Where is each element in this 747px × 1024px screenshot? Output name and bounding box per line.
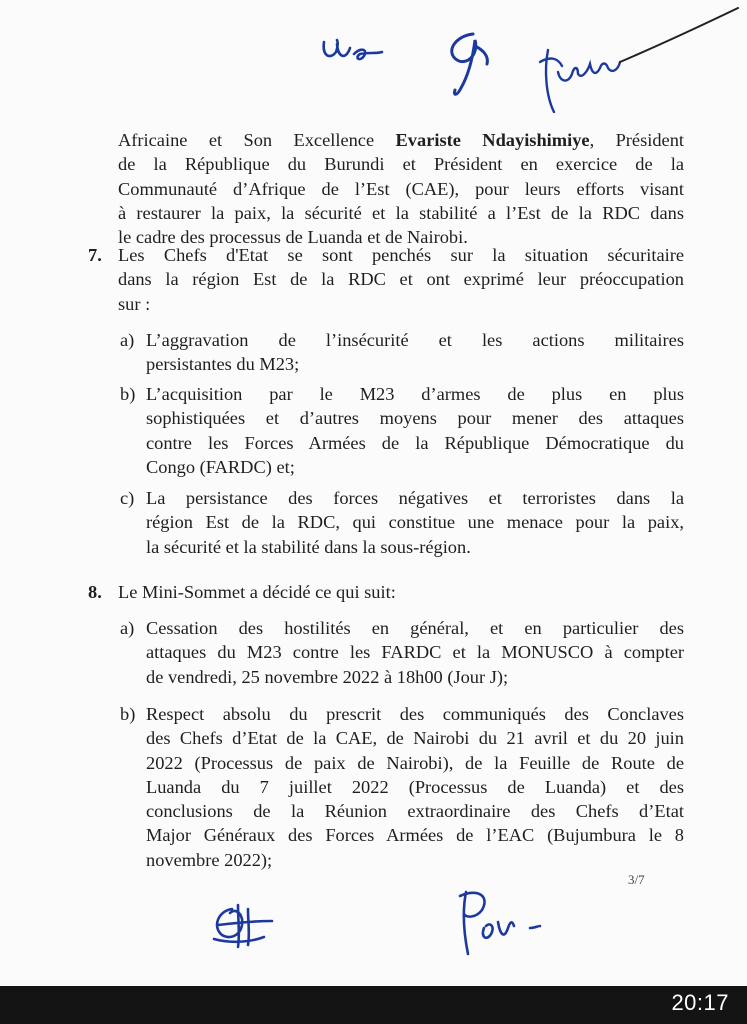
list-item-line: de vendredi, 25 novembre 2022 à 18h00 (Jour J); — [146, 666, 509, 687]
list-item-line: novembre 2022); — [146, 849, 273, 870]
point-7-line: Les Chefs d'Etat se sont penchés sur la situation sécuritaire — [118, 245, 684, 265]
point-7-item-b-letter: b) — [120, 384, 136, 404]
system-status-bar — [0, 986, 747, 1024]
list-item-line: des Chefs d’Etat de la CAE, de Nairobi du 21 avril et du 20 juin — [146, 728, 684, 749]
top-initial-signature-2 — [435, 26, 505, 101]
list-item-line: conclusions de la Réunion extraordinaire des Chefs d’Etat — [146, 801, 684, 822]
list-item-line: contre les Forces Armées de la République Démocratique du — [146, 432, 684, 453]
point-8-item-b-letter: b) — [120, 704, 136, 724]
point-8-item-b-text — [146, 702, 684, 872]
list-item-line: région Est de la RDC, qui constitue une menace pour la paix, — [146, 512, 684, 533]
point-8-item-a-letter: a) — [120, 618, 135, 638]
list-item-line: Respect absolu du prescrit des communiqués des Conclaves — [146, 704, 684, 724]
list-item-line: attaques du M23 contre les FARDC et la MONUSCO à compter — [146, 642, 684, 663]
point-7-item-c-letter: c) — [120, 488, 135, 508]
point-7-item-a-text — [146, 328, 684, 377]
point-8-item-a-text — [146, 616, 684, 689]
point-7-line: sur : — [118, 293, 151, 314]
status-time: 20:17 — [671, 990, 729, 1015]
bottom-signature-right — [450, 882, 546, 960]
point-8-text — [118, 580, 684, 604]
list-item-line: Congo (FARDC) et; — [146, 456, 295, 477]
highlighted-name: Evariste Ndayishimiye — [395, 130, 590, 150]
list-item-line: Cessation des hostilités en général, et en particulier des — [146, 618, 684, 638]
point-7-item-b-text — [146, 382, 684, 479]
list-item-line: L’aggravation de l’insécurité et les actions militaires — [146, 330, 684, 350]
intro-line-1: Africaine et Son Excellence Evariste Ndayishimiye, Président — [118, 130, 685, 150]
intro-line-2: de la République du Burundi et Président en exercice de la — [118, 154, 684, 175]
intro-line-5: le cadre des processus de Luanda et de Nairobi. — [118, 227, 468, 248]
point-7-item-a-letter: a) — [120, 330, 135, 350]
list-item-line: L’acquisition par le M23 d’armes de plus en plus — [146, 384, 684, 404]
point-8-line: Le Mini-Sommet a décidé ce qui suit: — [118, 582, 396, 602]
point-7-text — [118, 243, 684, 316]
point-7-number: 7. — [88, 245, 102, 265]
point-7-item-c-text — [146, 486, 684, 559]
list-item-line: sophistiquées et d’autres moyens pour mener des attaques — [146, 408, 684, 429]
list-item-line: La persistance des forces négatives et terroristes dans la — [146, 488, 684, 508]
page-number: 3/7 — [628, 872, 645, 887]
top-initial-signature-1 — [318, 30, 388, 70]
intro-line-4: à restaurer la paix, la sécurité et la stabilité a l’Est de la RDC dans — [118, 202, 684, 223]
list-item-line: la sécurité et la stabilité dans la sous-région. — [146, 536, 471, 557]
bottom-signature-left — [204, 895, 276, 951]
point-7-line: dans la région Est de la RDC et ont exprimé leur préoccupation — [118, 269, 684, 290]
point-8-number: 8. — [88, 582, 102, 602]
list-item-line: persistantes du M23; — [146, 354, 300, 375]
list-item-line: Luanda du 7 juillet 2022 (Processus de Luanda) et des — [146, 776, 684, 797]
intro-paragraph — [118, 128, 684, 249]
list-item-line: 2022 (Processus de paix de Nairobi), de la Feuille de Route de — [146, 752, 684, 773]
top-signature-long — [528, 0, 747, 120]
list-item-line: Major Généraux des Forces Armées de l’EAC (Bujumbura le 8 — [146, 825, 684, 846]
intro-line-3: Communauté d’Afrique de l’Est (CAE), pour leurs efforts visant — [118, 178, 684, 199]
